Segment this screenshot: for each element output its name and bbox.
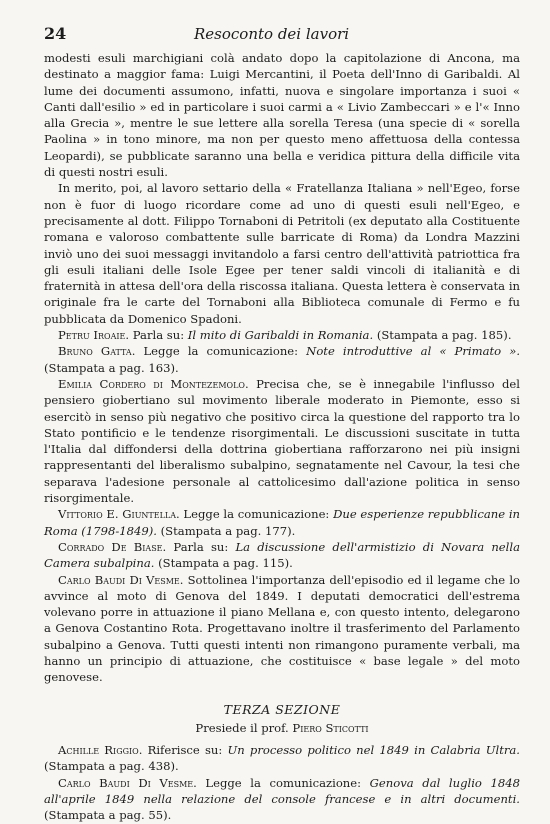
entry-title: Un processo politico nel 1849 in Calabria Ultra. [227,743,520,758]
entry-tail: Precisa che, se è innegabile l'influsso del pensiero giobertiano sul movimento liberale moderato in Piemonte, esso si esercitò in senso più negativo che positivo circa la questione del rapporto tra lo Stato pontificio e le tendenze risorgimentali. Le discussioni suscitate in tutta l'Italia dal diffondersi della dottrina giobertiana rafforzarono nei più insigni rappresentanti del liberalismo subalpino, segnatamente nel Cavour, la tesi che separava l'adesione personale al cattolicesimo dall'azione politica in senso risorgimentale. [44,376,521,506]
speaker-entry [44,343,520,376]
page-number: 24 [44,24,67,43]
entry-lead: Parla su: [166,539,236,554]
entry-tail: (Stampata a pag. 438). [44,759,179,774]
body-text [44,50,520,824]
speaker-entry [44,572,520,686]
chair-prefix: Presiede il prof. [195,720,293,735]
entry-tail: (Stampata a pag. 185). [373,328,512,343]
speaker-name: Corrado De Biase. [58,539,167,554]
speaker-name: Emilia Cordero di Montezemolo. [58,376,249,391]
entry-tail: (Stampata a pag. 55). [44,808,172,823]
entry-tail: (Stampata a pag. 177). [156,523,296,538]
entry-title: Il mito di Garibaldi in Romania. [187,328,374,343]
entry-lead: Legge la comunicazione: [179,507,334,522]
paragraph: In merito, poi, al lavoro settario della « Fratellanza Italiana » nell'Egeo, forse non è fuor di luogo ricordare come ad uno di questi esuli nell'Egeo, e precisamente al dott. Filippo Tornaboni di Petritoli (ex deputato alla Costituente romana e valoroso combattente sulle barricate di Roma) da Londra Mazzini inviò uno dei suoi messaggi invitandolo a farsi centro dell'attività patriottica fra gli esuli italiani delle Isole Egee per tener saldi vincoli di italianità e di fraternità in attesa dell'ora della riscossa italiana. Questa lettera è conservata in originale fra le carte del Tornaboni alla Biblioteca comunale di Fermo e fu pubblicata da Domenico Spadoni. [44,181,520,326]
running-title: Resoconto dei lavori [194,25,350,43]
entry-tail: Sottolinea l'importanza dell'episodio ed il legame che lo avvince al moto di Genova del 1849. I deputati democratici dell'estrema volevano porre in attuazione il piano Mellana e, con questo intento, delegarono a Genova Costantino Rota. Progettavano inoltre il trasferimento del Parlamento subalpino a Genova. Tutti questi intenti non rimangono puramente verbali, ma hanno un principio di attuazione, che costituisce « base legale » del moto genovese. [44,572,521,685]
section-chair [44,720,520,736]
paragraph: modesti esuli marchigiani colà andato dopo la capitolazione di Ancona, ma destinato a maggior fama: Luigi Mercantini, il Poeta dell'Inno di Garibaldi. Al lume dei documenti assumono, infatti, nuova e singolare importanza i suoi « Canti dall'esilio » ed in particolare i suoi carmi a « Livio Zambeccari » e l'« Inno alla Grecia », mentre le sue lettere alla sorella Teresa (una specie di « sorella Paolina » in tono minore, ma non per questo meno affettuosa della contessa Leopardi), se pubblicate saranno una bella e veridica pittura della difficile vita di questi nostri esuli. [44,51,520,180]
entry-title: La discussione dell'armistizio di Novara nella Camera subalpina. [44,539,520,571]
speaker-name: Carlo Baudi Di Vesme. [58,775,197,790]
speaker-name: Bruno Gatta. [58,344,136,359]
entry-title: Note introduttive al « Primato ». [306,344,521,359]
speaker-name: Vittorio E. Giuntella. [58,507,180,522]
speaker-entry [44,539,520,572]
entry-lead: Legge la comunicazione: [196,775,370,790]
speaker-entry [44,506,520,539]
speaker-entry [44,376,520,506]
speaker-name: Petru Iroaie. [58,328,130,343]
entry-title: Due esperienze repubblicane in Roma (1798-1849). [44,507,521,538]
entry-tail: (Stampata a pag. 163). [44,360,179,375]
entry-lead: Legge la comunicazione: [135,344,307,359]
entry-title: Genova dal luglio 1848 all'aprile 1849 nella relazione del console francese e in altri documenti. [44,775,520,807]
entry-lead: Riferisce su: [142,743,228,758]
speaker-entry [44,327,520,343]
speaker-name: Carlo Baudi Di Vesme. [58,572,184,587]
chair-name: Piero Sticotti [292,720,369,735]
speaker-entry [44,742,520,775]
entry-tail: (Stampata a pag. 115). [154,556,293,571]
entry-lead: Parla su: [129,328,188,343]
page-header [44,24,520,50]
speaker-name: Achille Riggio. [58,743,143,758]
section-title: TERZA SEZIONE [223,701,341,717]
speaker-entry [44,775,520,824]
